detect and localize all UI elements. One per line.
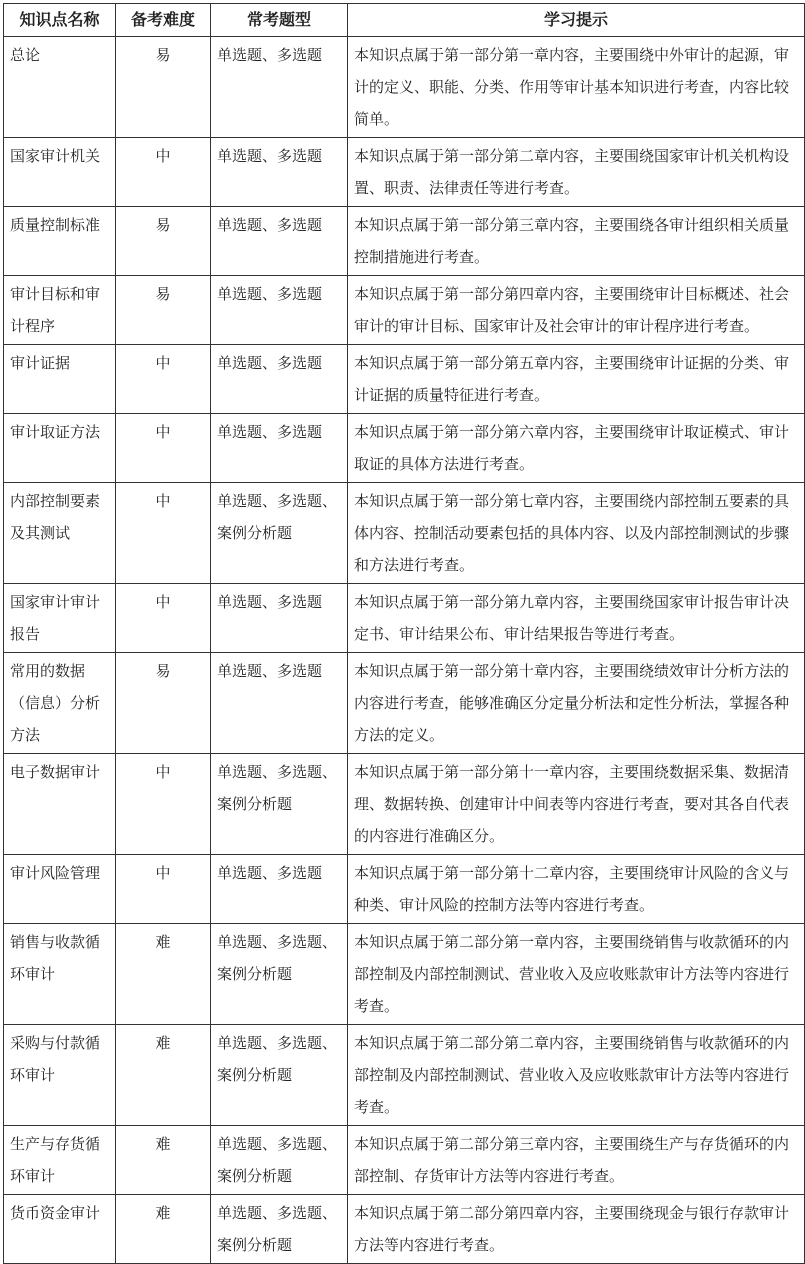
cell-tip: 本知识点属于第一部分第三章内容，主要围绕各审计组织相关质量控制措施进行考查。	[348, 207, 805, 276]
cell-name: 质量控制标准	[4, 207, 116, 276]
cell-difficulty: 易	[116, 276, 211, 345]
cell-tip: 本知识点属于第一部分第四章内容，主要围绕审计目标概述、社会审计的审计目标、国家审计及社会审计的审计程序进行考查。	[348, 276, 805, 345]
cell-difficulty: 中	[116, 584, 211, 653]
cell-difficulty: 易	[116, 653, 211, 754]
cell-types: 单选题、多选题	[211, 138, 348, 207]
cell-difficulty: 中	[116, 345, 211, 414]
cell-name: 总论	[4, 37, 116, 138]
cell-tip: 本知识点属于第一部分第七章内容，主要围绕内部控制五要素的具体内容、控制活动要素包括的具体内容、以及内部控制测试的步骤和方法进行考查。	[348, 483, 805, 584]
cell-difficulty: 难	[116, 924, 211, 1025]
cell-name: 采购与付款循环审计	[4, 1025, 116, 1126]
cell-name: 审计证据	[4, 345, 116, 414]
cell-types: 单选题、多选题	[211, 584, 348, 653]
cell-types: 单选题、多选题、案例分析题	[211, 754, 348, 855]
cell-difficulty: 中	[116, 754, 211, 855]
cell-name: 内部控制要素及其测试	[4, 483, 116, 584]
cell-types: 单选题、多选题、案例分析题	[211, 1025, 348, 1126]
cell-name: 审计目标和审计程序	[4, 276, 116, 345]
table-row	[4, 754, 805, 855]
cell-tip: 本知识点属于第二部分第四章内容，主要围绕现金与银行存款审计方法等内容进行考查。	[348, 1195, 805, 1264]
cell-types: 单选题、多选题、案例分析题	[211, 483, 348, 584]
cell-types: 单选题、多选题	[211, 855, 348, 924]
cell-difficulty: 易	[116, 37, 211, 138]
cell-difficulty: 难	[116, 1025, 211, 1126]
header-types: 常考题型	[211, 4, 348, 37]
cell-difficulty: 中	[116, 855, 211, 924]
header-name: 知识点名称	[4, 4, 116, 37]
cell-tip: 本知识点属于第一部分第十一章内容，主要围绕数据采集、数据清理、数据转换、创建审计中间表等内容进行考查，要对其各自代表的内容进行准确区分。	[348, 754, 805, 855]
knowledge-point-table	[3, 3, 805, 1264]
table-row	[4, 483, 805, 584]
cell-types: 单选题、多选题、案例分析题	[211, 1195, 348, 1264]
cell-types: 单选题、多选题、案例分析题	[211, 924, 348, 1025]
cell-types: 单选题、多选题	[211, 414, 348, 483]
cell-tip: 本知识点属于第一部分第十二章内容，主要围绕审计风险的含义与种类、审计风险的控制方法等内容进行考查。	[348, 855, 805, 924]
table-row	[4, 37, 805, 138]
cell-difficulty: 难	[116, 1126, 211, 1195]
cell-types: 单选题、多选题	[211, 207, 348, 276]
table-row	[4, 414, 805, 483]
cell-difficulty: 中	[116, 138, 211, 207]
table-row	[4, 653, 805, 754]
table-row	[4, 855, 805, 924]
cell-name: 国家审计机关	[4, 138, 116, 207]
cell-tip: 本知识点属于第一部分第二章内容，主要围绕国家审计机关机构设置、职责、法律责任等进行考查。	[348, 138, 805, 207]
cell-name: 常用的数据（信息）分析方法	[4, 653, 116, 754]
cell-difficulty: 中	[116, 483, 211, 584]
cell-tip: 本知识点属于第一部分第一章内容，主要围绕中外审计的起源，审计的定义、职能、分类、作用等审计基本知识进行考查，内容比较简单。	[348, 37, 805, 138]
cell-types: 单选题、多选题、案例分析题	[211, 1126, 348, 1195]
table-row	[4, 345, 805, 414]
table-row	[4, 207, 805, 276]
cell-name: 货币资金审计	[4, 1195, 116, 1264]
cell-tip: 本知识点属于第二部分第二章内容，主要围绕销售与收款循环的内部控制及内部控制测试、营业收入及应收账款审计方法等内容进行考查。	[348, 1025, 805, 1126]
header-difficulty: 备考难度	[116, 4, 211, 37]
cell-name: 生产与存货循环审计	[4, 1126, 116, 1195]
cell-name: 销售与收款循环审计	[4, 924, 116, 1025]
table-row	[4, 584, 805, 653]
table-header-row	[4, 4, 805, 37]
table-row	[4, 1126, 805, 1195]
cell-tip: 本知识点属于第一部分第九章内容，主要围绕国家审计报告审计决定书、审计结果公布、审计结果报告等进行考查。	[348, 584, 805, 653]
cell-tip: 本知识点属于第一部分第十章内容，主要围绕绩效审计分析方法的内容进行考查，能够准确区分定量分析法和定性分析法，掌握各种方法的定义。	[348, 653, 805, 754]
cell-difficulty: 易	[116, 207, 211, 276]
cell-tip: 本知识点属于第二部分第三章内容，主要围绕生产与存货循环的内部控制、存货审计方法等内容进行考查。	[348, 1126, 805, 1195]
cell-name: 电子数据审计	[4, 754, 116, 855]
cell-tip: 本知识点属于第二部分第一章内容，主要围绕销售与收款循环的内部控制及内部控制测试、营业收入及应收账款审计方法等内容进行考查。	[348, 924, 805, 1025]
cell-types: 单选题、多选题	[211, 276, 348, 345]
cell-types: 单选题、多选题	[211, 37, 348, 138]
table-body	[4, 37, 805, 1264]
cell-name: 审计取证方法	[4, 414, 116, 483]
header-tips: 学习提示	[348, 4, 805, 37]
cell-difficulty: 难	[116, 1195, 211, 1264]
cell-name: 审计风险管理	[4, 855, 116, 924]
cell-tip: 本知识点属于第一部分第五章内容，主要围绕审计证据的分类、审计证据的质量特征进行考查。	[348, 345, 805, 414]
cell-types: 单选题、多选题	[211, 653, 348, 754]
table-row	[4, 924, 805, 1025]
cell-tip: 本知识点属于第一部分第六章内容，主要围绕审计取证模式、审计取证的具体方法进行考查。	[348, 414, 805, 483]
table-row	[4, 138, 805, 207]
cell-name: 国家审计审计报告	[4, 584, 116, 653]
table-row	[4, 276, 805, 345]
cell-difficulty: 中	[116, 414, 211, 483]
table-row	[4, 1195, 805, 1264]
cell-types: 单选题、多选题	[211, 345, 348, 414]
table-row	[4, 1025, 805, 1126]
